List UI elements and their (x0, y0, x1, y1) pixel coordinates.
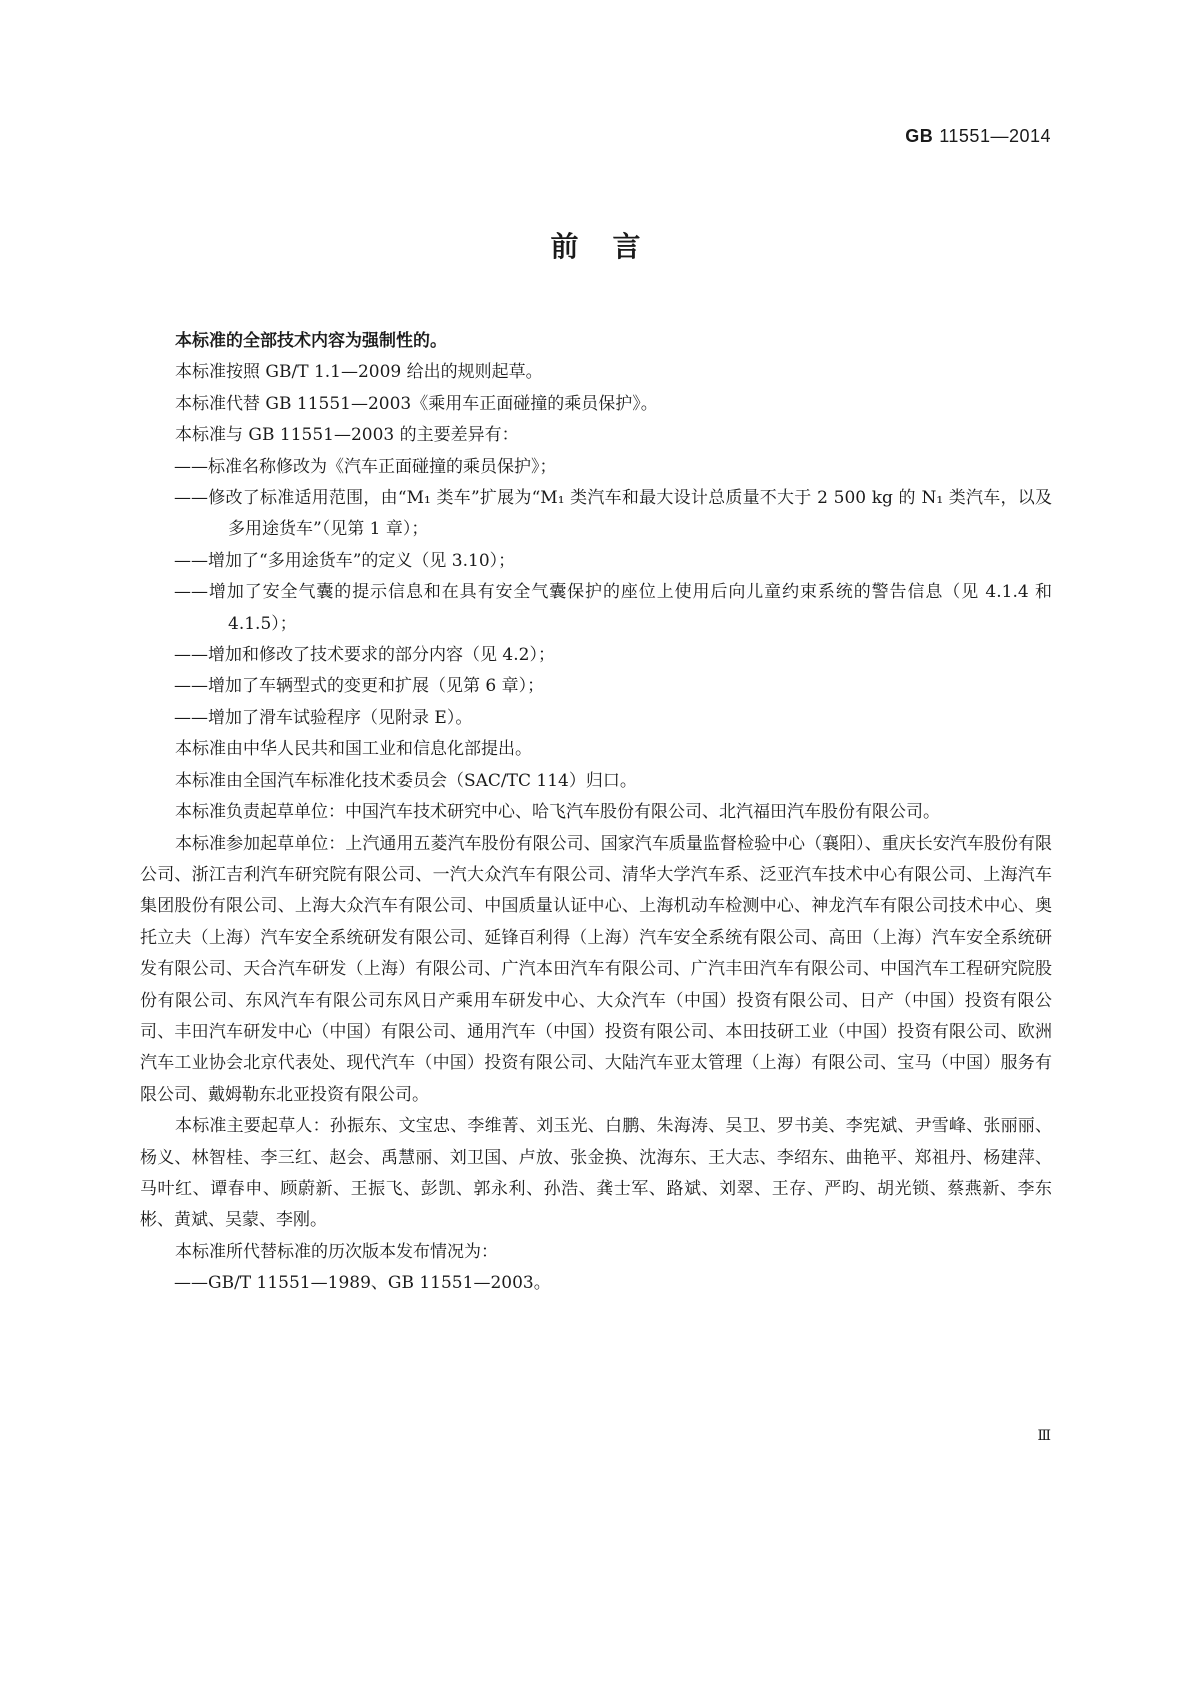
participating-drafters-paragraph: 本标准参加起草单位：上汽通用五菱汽车股份有限公司、国家汽车质量监督检验中心（襄阳）、重庆长安汽车股份有限公司、浙江吉利汽车研究院有限公司、一汽大众汽车有限公司、清华大学汽车系、泛亚汽车技术中心有限公司、上海汽车集团股份有限公司、上海大众汽车有限公司、中国质量认证中心、上海机动车检测中心、神龙汽车有限公司技术中心、奥托立夫（上海）汽车安全系统研发有限公司、延锋百利得（上海）汽车安全系统有限公司、高田（上海）汽车安全系统研发有限公司、天合汽车研发（上海）有限公司、广汽本田汽车有限公司、广汽丰田汽车有限公司、中国汽车工程研究院股份有限公司、东风汽车有限公司东风日产乘用车研发中心、大众汽车（中国）投资有限公司、日产（中国）投资有限公司、丰田汽车研发中心（中国）有限公司、通用汽车（中国）投资有限公司、本田技研工业（中国）投资有限公司、欧洲汽车工业协会北京代表处、现代汽车（中国）投资有限公司、大陆汽车亚太管理（上海）有限公司、宝马（中国）服务有限公司、戴姆勒东北亚投资有限公司。 (140, 833, 1052, 1105)
standard-prefix: GB (905, 126, 934, 146)
history-item: ——GB/T 11551—1989、GB 11551—2003。 (174, 1273, 551, 1294)
proposer-paragraph: 本标准由中华人民共和国工业和信息化部提出。 (175, 739, 532, 760)
difference-item: ——修改了标准适用范围，由“M₁ 类车”扩展为“M₁ 类汽车和最大设计总质量不大于 2 500 kg 的 N₁ 类汽车，以及多用途货车”（见第 1 章）； (174, 488, 1052, 540)
standard-number: 11551—2014 (939, 126, 1051, 146)
difference-item: ——增加了滑车试验程序（见附录 E）。 (174, 707, 473, 728)
foreword-body (140, 326, 1052, 1300)
differences-intro: 本标准与 GB 11551—2003 的主要差异有： (175, 425, 519, 446)
mandatory-statement: 本标准的全部技术内容为强制性的。 (175, 331, 447, 351)
standard-code-header (905, 126, 1051, 147)
difference-item: ——标准名称修改为《汽车正面碰撞的乘员保护》； (174, 456, 557, 477)
committee-paragraph: 本标准由全国汽车标准化技术委员会（SAC/TC 114）归口。 (175, 770, 637, 791)
difference-item: ——增加了安全气囊的提示信息和在具有安全气囊保护的座位上使用后向儿童约束系统的警告信息（见 4.1.4 和 4.1.5）； (174, 582, 1052, 634)
page-title: 前言 (550, 230, 675, 263)
replaces-paragraph: 本标准代替 GB 11551—2003《乘用车正面碰撞的乘员保护》。 (175, 393, 658, 414)
difference-item: ——增加了“多用途货车”的定义（见 3.10）； (174, 550, 516, 571)
drafting-rules-paragraph: 本标准按照 GB/T 1.1—2009 给出的规则起草。 (175, 362, 543, 383)
lead-drafters-paragraph: 本标准负责起草单位：中国汽车技术研究中心、哈飞汽车股份有限公司、北汽福田汽车股份有限公司。 (175, 802, 940, 823)
main-drafters-paragraph: 本标准主要起草人：孙振东、文宝忠、李维菁、刘玉光、白鹏、朱海涛、吴卫、罗书美、李宪斌、尹雪峰、张丽丽、杨义、林智桂、李三红、赵会、禹慧丽、刘卫国、卢放、张金换、沈海东、王大志、李绍东、曲艳平、郑祖丹、杨建萍、马叶红、谭春申、顾蔚新、王振飞、彭凯、郭永利、孙浩、龚士军、路斌、刘翠、王存、严昀、胡光锁、蔡燕新、李东彬、黄斌、吴蒙、李刚。 (140, 1116, 1052, 1231)
difference-item: ——增加和修改了技术要求的部分内容（见 4.2）； (174, 645, 555, 666)
difference-item: ——增加了车辆型式的变更和扩展（见第 6 章）； (174, 676, 545, 697)
history-intro: 本标准所代替标准的历次版本发布情况为： (175, 1241, 498, 1262)
page-number: Ⅲ (1037, 1428, 1051, 1444)
